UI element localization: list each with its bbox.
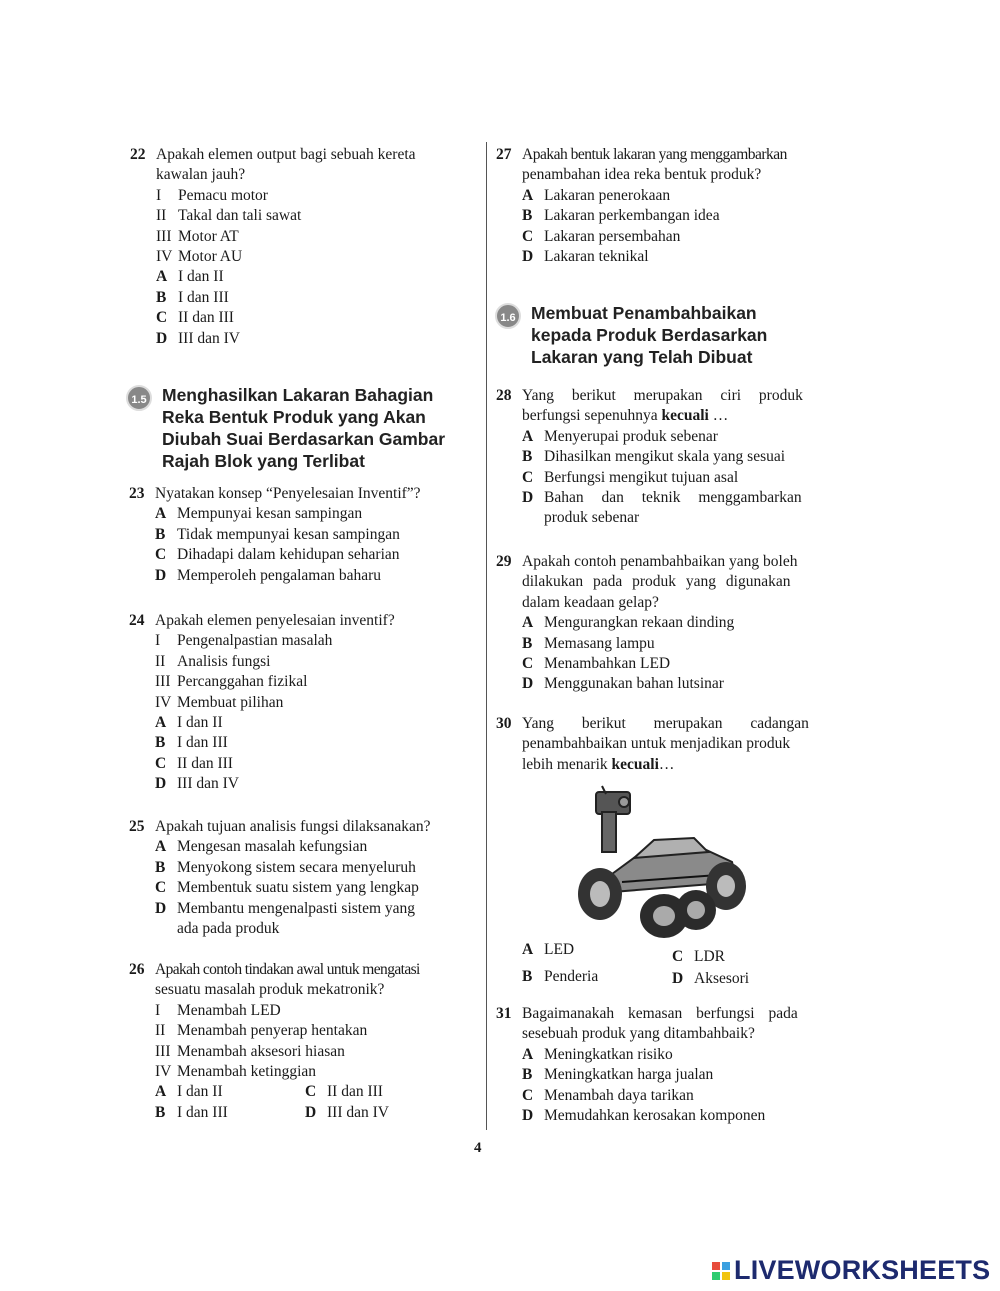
- question-stem: penambahbaikan untuk menjadikan produk: [522, 735, 791, 753]
- statement-item: II Menambah penyerap hentakan: [155, 1022, 368, 1040]
- answer-option-c[interactable]: C II dan III: [156, 309, 234, 327]
- section-heading-line: Diubah Suai Berdasarkan Gambar: [162, 429, 446, 449]
- answer-option-b[interactable]: B Lakaran perkembangan idea: [522, 207, 720, 225]
- page-number: 4: [474, 1140, 482, 1156]
- answer-option-b[interactable]: B I dan III: [156, 288, 229, 306]
- section-heading-1-5: [131, 384, 472, 472]
- answer-option-d[interactable]: D Memudahkan kerosakan komponen: [522, 1107, 766, 1125]
- question-number: 29: [496, 553, 512, 570]
- section-heading-line: Reka Bentuk Produk yang Akan: [162, 407, 426, 427]
- question-stem: Apakah elemen penyelesaian inventif?: [155, 612, 395, 629]
- question-stem: kawalan jauh?: [156, 166, 246, 184]
- question-26: [129, 960, 470, 1123]
- question-29: [496, 552, 837, 695]
- section-heading-line: Rajah Blok yang Terlibat: [162, 451, 365, 471]
- question-30: [496, 714, 837, 775]
- answer-option-b[interactable]: B Dihasilkan mengikut skala yang sesuai: [522, 448, 786, 466]
- answer-option-d[interactable]: D Membantu mengenalpasti sistem yang: [155, 899, 416, 917]
- question-22: [130, 145, 466, 349]
- answer-option-d[interactable]: D Bahan dan teknik menggambarkan: [522, 489, 802, 507]
- question-24: [129, 611, 465, 795]
- answer-option-d[interactable]: D III dan IV: [305, 1103, 389, 1121]
- statement-item: I Pemacu motor: [156, 186, 268, 204]
- rc-car-image: [572, 782, 752, 942]
- answer-option-d[interactable]: D III dan IV: [156, 329, 240, 347]
- question-number: 23: [129, 485, 145, 502]
- answer-option-c[interactable]: C II dan III: [305, 1083, 383, 1101]
- question-number: 30: [496, 715, 512, 732]
- question-number: 22: [130, 146, 146, 163]
- answer-option-a[interactable]: A LED: [522, 941, 575, 958]
- answer-option-b[interactable]: B I dan III: [155, 1103, 228, 1121]
- answer-option-d[interactable]: D Lakaran teknikal: [522, 248, 649, 266]
- question-stem: berfungsi sepenuhnya kecuali …: [522, 407, 729, 425]
- question-stem: sesuatu masalah produk mekatronik?: [155, 981, 385, 999]
- answer-option-a[interactable]: A I dan II: [156, 268, 224, 286]
- answer-option-a[interactable]: A Mempunyai kesan sampingan: [155, 505, 363, 523]
- question-stem: Yang berikut merupakan ciri produk: [522, 387, 803, 404]
- statement-item: III Motor AT: [156, 227, 239, 245]
- question-31: [496, 1004, 837, 1126]
- question-stem: Apakah elemen output bagi sebuah kereta: [156, 146, 416, 163]
- answer-option-d[interactable]: D Menggunakan bahan lutsinar: [522, 675, 724, 693]
- question-23: [129, 484, 465, 586]
- question-stem: Apakah contoh penambahbaikan yang boleh: [522, 553, 798, 570]
- question-number: 28: [496, 387, 512, 404]
- answer-option-b[interactable]: B Penderia: [522, 968, 599, 986]
- question-stem: dalam keadaan gelap?: [522, 593, 659, 611]
- answer-option-d[interactable]: D III dan IV: [155, 775, 239, 793]
- section-heading-line: Membuat Penambahbaikan: [531, 303, 757, 323]
- answer-option-b[interactable]: B Menyokong sistem secara menyeluruh: [155, 858, 416, 876]
- statement-item: I Pengenalpastian masalah: [155, 632, 333, 650]
- answer-option-d[interactable]: D Memperoleh pengalaman baharu: [155, 566, 381, 584]
- question-25: [129, 817, 470, 939]
- question-stem: Yang berikut merupakan cadangan: [522, 715, 809, 732]
- answer-option-a[interactable]: A Mengesan masalah kefungsian: [155, 838, 368, 856]
- question-number: 24: [129, 612, 145, 629]
- question-stem: Apakah contoh tindakan awal untuk mengatasi: [155, 961, 420, 978]
- question-number: 25: [129, 818, 145, 835]
- answer-option-b[interactable]: B Memasang lampu: [522, 634, 655, 652]
- answer-option-c[interactable]: C Menambah daya tarikan: [522, 1086, 694, 1104]
- section-heading-line: Lakaran yang Telah Dibuat: [531, 347, 753, 367]
- answer-option-a[interactable]: A Menyerupai produk sebenar: [522, 427, 718, 445]
- question-stem: Apakah tujuan analisis fungsi dilaksanakan?: [155, 818, 431, 835]
- answer-option-a[interactable]: A I dan II: [155, 1083, 223, 1101]
- answer-option-c[interactable]: C Lakaran persembahan: [522, 227, 681, 245]
- answer-option-c[interactable]: C LDR: [672, 948, 725, 965]
- answer-option-d-continued: produk sebenar: [544, 509, 640, 527]
- section-heading-line: Menghasilkan Lakaran Bahagian: [162, 385, 434, 405]
- statement-item: IV Motor AU: [156, 248, 243, 266]
- question-number: 27: [496, 146, 512, 163]
- question-stem: sesebuah produk yang ditambahbaik?: [522, 1025, 755, 1043]
- answer-option-a[interactable]: A I dan II: [155, 714, 223, 732]
- answer-option-d-continued: ada pada produk: [177, 920, 280, 938]
- section-badge: 1.6: [495, 303, 521, 329]
- answer-option-a[interactable]: A Lakaran penerokaan: [522, 186, 671, 204]
- answer-option-a[interactable]: A Meningkatkan risiko: [522, 1045, 673, 1063]
- answer-option-c[interactable]: C Berfungsi mengikut tujuan asal: [522, 468, 739, 486]
- question-27: [496, 145, 840, 267]
- statement-item: IV Menambah ketinggian: [155, 1063, 317, 1081]
- logo-squares-icon: [712, 1262, 730, 1280]
- question-stem: Bagaimanakah kemasan berfungsi pada: [522, 1005, 798, 1022]
- statement-item: II Analisis fungsi: [155, 652, 271, 670]
- statement-item: I Menambah LED: [155, 1001, 281, 1019]
- statement-item: II Takal dan tali sawat: [156, 207, 302, 225]
- answer-option-c[interactable]: C Membentuk suatu sistem yang lengkap: [155, 879, 419, 897]
- answer-option-b[interactable]: B I dan III: [155, 734, 228, 752]
- question-stem: Apakah bentuk lakaran yang menggambarkan: [522, 146, 787, 163]
- question-stem: Nyatakan konsep “Penyelesaian Inventif”?: [155, 485, 421, 502]
- liveworksheets-logo[interactable]: [712, 1255, 990, 1286]
- answer-option-c[interactable]: C Dihadapi dalam kehidupan seharian: [155, 546, 400, 564]
- section-heading-1-6: [500, 302, 831, 368]
- column-divider: [486, 142, 487, 1130]
- statement-item: III Menambah aksesori hiasan: [155, 1042, 345, 1060]
- statement-item: III Percanggahan fizikal: [155, 673, 308, 691]
- statement-item: IV Membuat pilihan: [155, 693, 284, 711]
- answer-option-d[interactable]: D Aksesori: [672, 970, 750, 988]
- question-number: 31: [496, 1005, 512, 1022]
- answer-option-a[interactable]: A Mengurangkan rekaan dinding: [522, 614, 735, 632]
- question-number: 26: [129, 961, 145, 978]
- question-stem: dilakukan pada produk yang digunakan: [522, 573, 791, 591]
- question-28: [496, 386, 837, 529]
- section-heading-line: kepada Produk Berdasarkan: [531, 325, 768, 345]
- question-30-options: [522, 940, 837, 990]
- question-stem: penambahan idea reka bentuk produk?: [522, 166, 762, 184]
- answer-option-c[interactable]: C Menambahkan LED: [522, 655, 671, 673]
- logo-text: LIVEWORKSHEETS: [734, 1255, 991, 1285]
- answer-option-b[interactable]: B Meningkatkan harga jualan: [522, 1066, 714, 1084]
- section-badge: 1.5: [126, 385, 152, 411]
- answer-option-c[interactable]: C II dan III: [155, 754, 233, 772]
- answer-option-b[interactable]: B Tidak mempunyai kesan sampingan: [155, 525, 400, 543]
- question-stem: lebih menarik kecuali…: [522, 755, 675, 773]
